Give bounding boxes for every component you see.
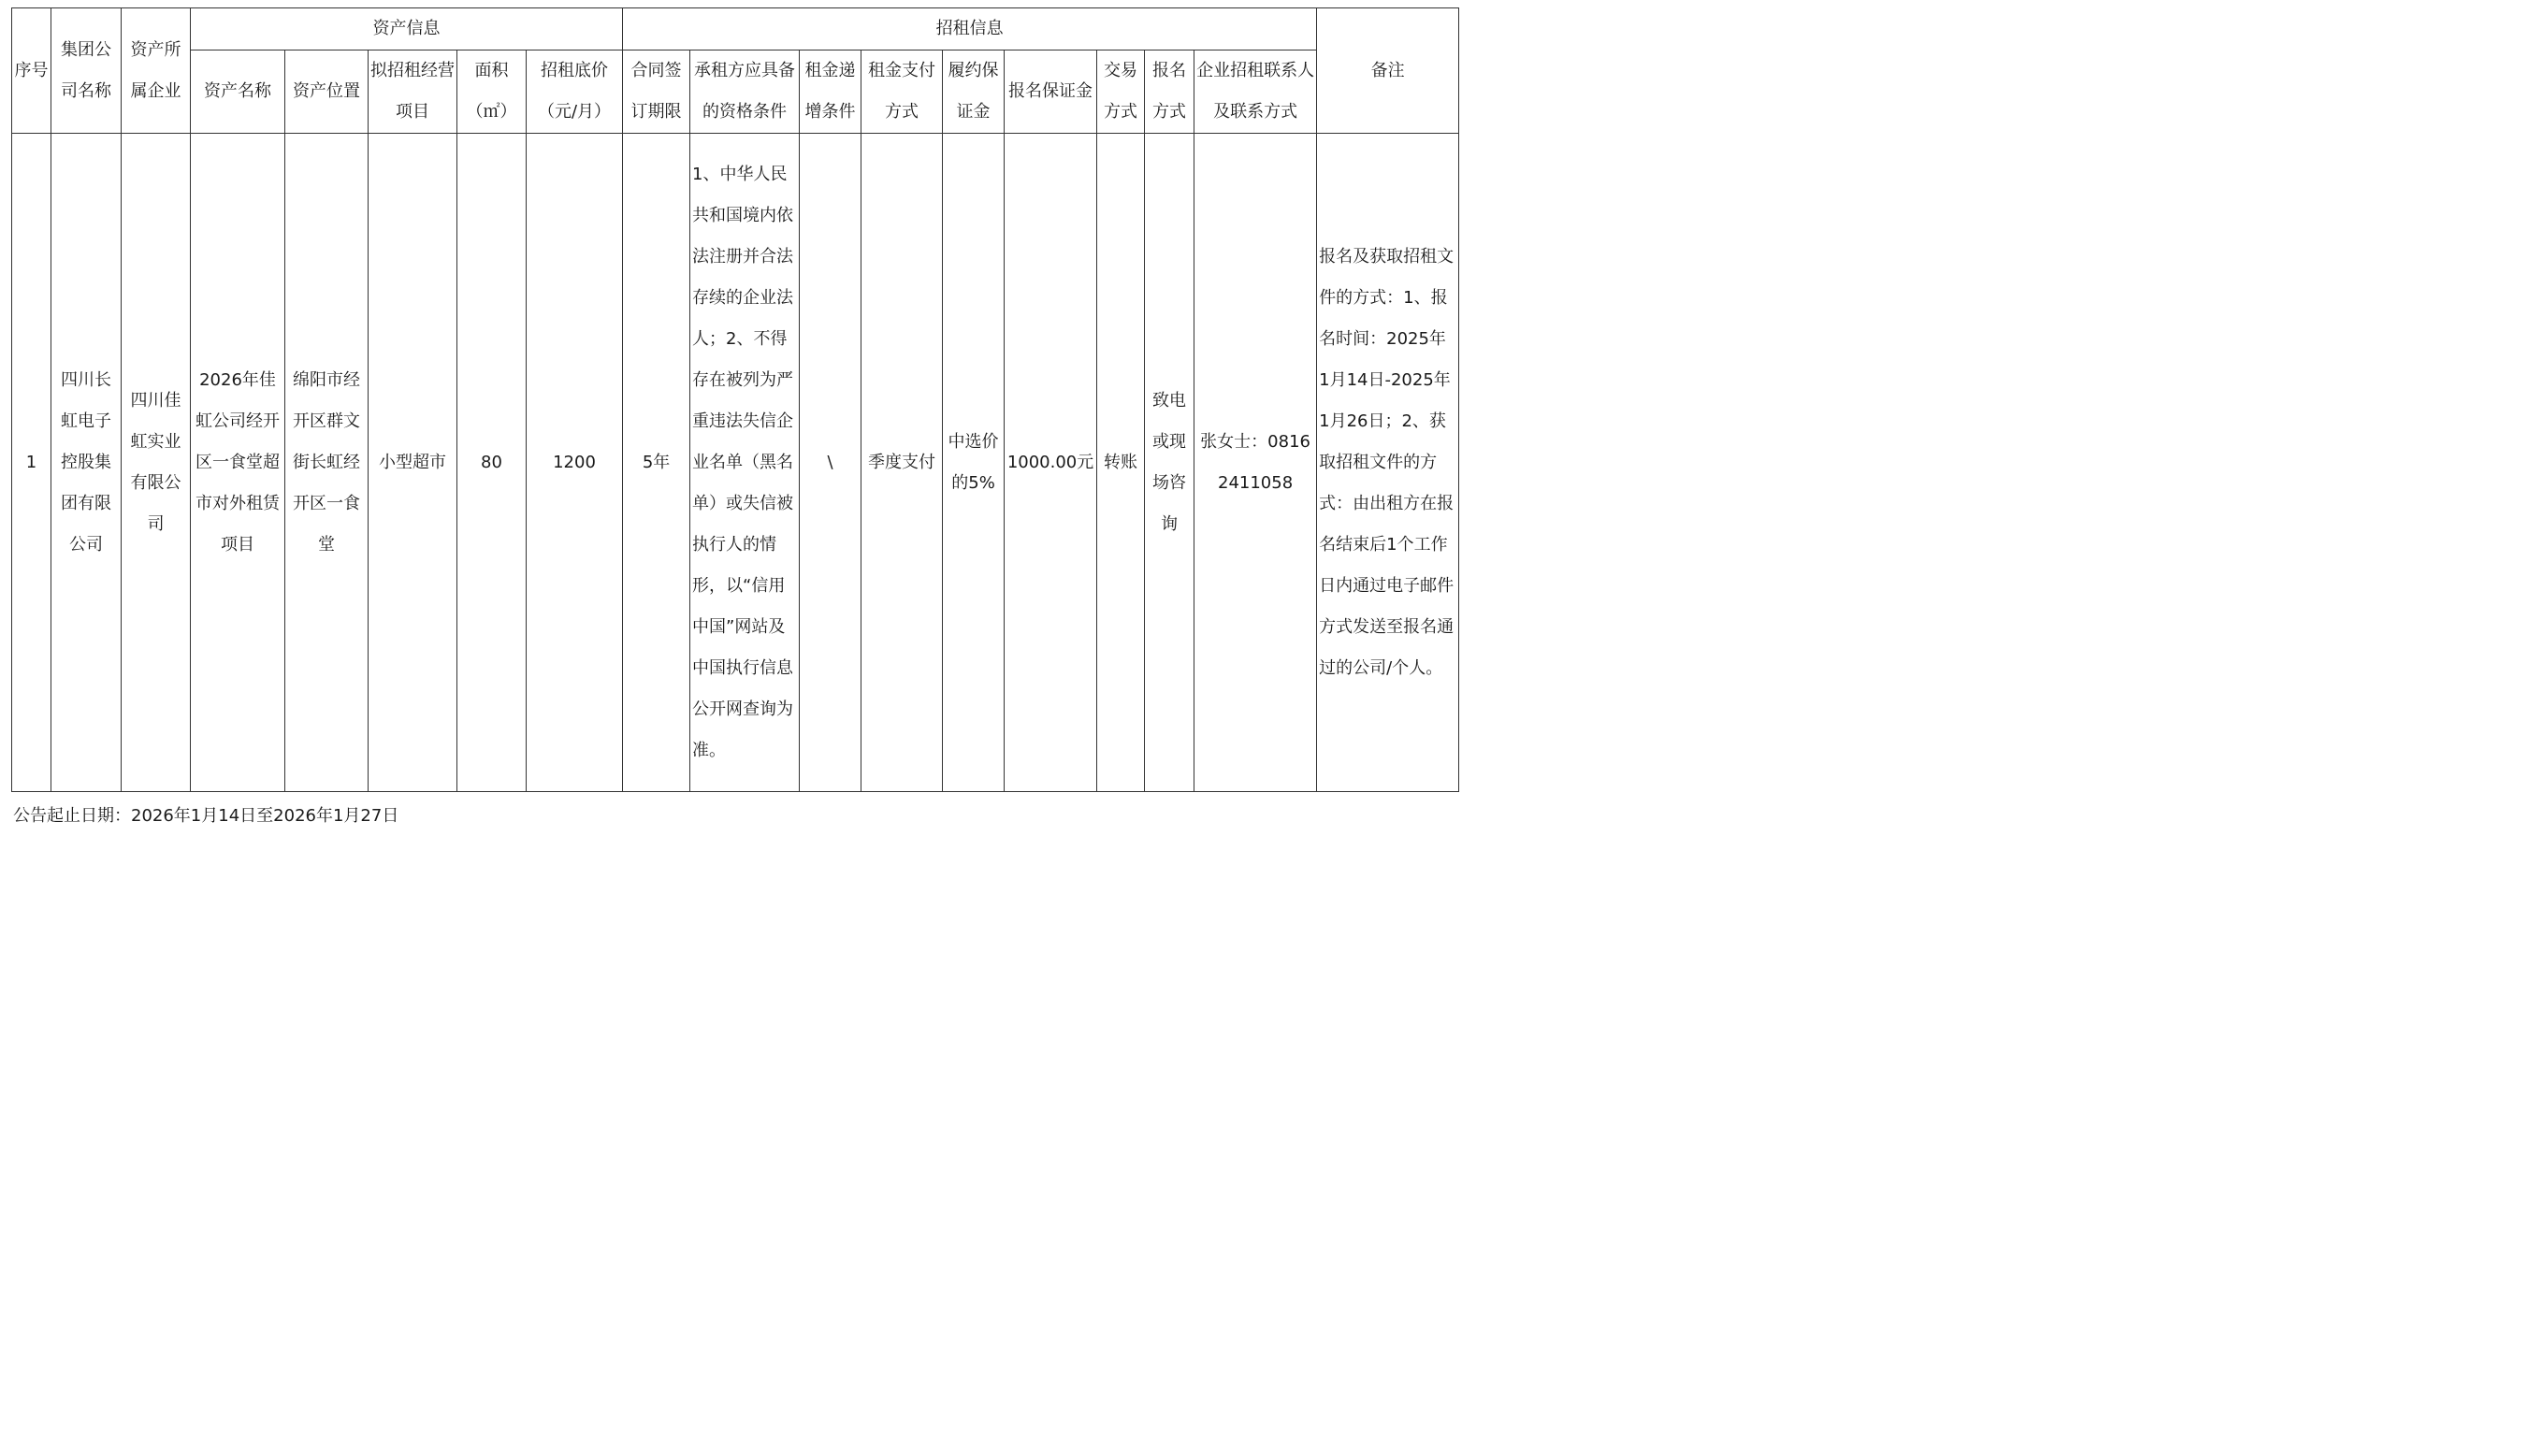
header-area: 面积（㎡） (457, 50, 527, 134)
header-asset-location: 资产位置 (285, 50, 369, 134)
header-row-columns (12, 50, 1459, 134)
header-row-group (12, 8, 1459, 50)
header-registration-method: 报名方式 (1145, 50, 1194, 134)
header-asset-company: 资产所属企业 (122, 8, 191, 134)
cell-performance-bond: 中选价的5% (943, 134, 1005, 792)
header-lease-info: 招租信息 (623, 8, 1317, 50)
header-group-company: 集团公司名称 (51, 8, 122, 134)
header-business-item: 拟招租经营项目 (369, 50, 457, 134)
notice-period: 公告起止日期：2026年1月14日至2026年1月27日 (13, 806, 399, 826)
lease-notice-table (11, 7, 1459, 792)
header-contact: 企业招租联系人及联系方式 (1194, 50, 1317, 134)
cell-business-item: 小型超市 (369, 134, 457, 792)
header-base-price: 招租底价（元/月） (527, 50, 623, 134)
cell-payment-method: 季度支付 (861, 134, 943, 792)
cell-registration-deposit: 1000.00元 (1005, 134, 1097, 792)
header-payment-method: 租金支付方式 (861, 50, 943, 134)
cell-contact: 张女士：08162411058 (1194, 134, 1317, 792)
cell-base-price: 1200 (527, 134, 623, 792)
header-qualification: 承租方应具备的资格条件 (690, 50, 800, 134)
cell-asset-location: 绵阳市经开区群文街长虹经开区一食堂 (285, 134, 369, 792)
cell-remarks: 报名及获取招租文件的方式：1、报名时间：2025年1月14日-2025年1月26日；2、获取招租文件的方式：由出租方在报名结束后1个工作日内通过电子邮件方式发送至报名通过的公司/个人。 (1317, 134, 1459, 792)
header-remarks: 备注 (1317, 8, 1459, 134)
header-contract-term: 合同签订期限 (623, 50, 690, 134)
cell-seq: 1 (12, 134, 51, 792)
cell-registration-method: 致电或现场咨询 (1145, 134, 1194, 792)
cell-asset-name: 2026年佳虹公司经开区一食堂超市对外租赁项目 (191, 134, 285, 792)
header-transaction-method: 交易方式 (1097, 50, 1145, 134)
header-asset-info: 资产信息 (191, 8, 623, 50)
header-registration-deposit: 报名保证金 (1005, 50, 1097, 134)
header-performance-bond: 履约保证金 (943, 50, 1005, 134)
cell-asset-company: 四川佳虹实业有限公司 (122, 134, 191, 792)
header-seq: 序号 (12, 8, 51, 134)
cell-transaction-method: 转账 (1097, 134, 1145, 792)
cell-area: 80 (457, 134, 527, 792)
header-asset-name: 资产名称 (191, 50, 285, 134)
cell-rent-increase: \ (800, 134, 861, 792)
cell-group-company: 四川长虹电子控股集团有限公司 (51, 134, 122, 792)
table-row (12, 134, 1459, 792)
header-rent-increase: 租金递增条件 (800, 50, 861, 134)
cell-qualification: 1、中华人民共和国境内依法注册并合法存续的企业法人；2、不得存在被列为严重违法失信企业名单（黑名单）或失信被执行人的情形，以“信用中国”网站及中国执行信息公开网查询为准。 (690, 134, 800, 792)
cell-contract-term: 5年 (623, 134, 690, 792)
